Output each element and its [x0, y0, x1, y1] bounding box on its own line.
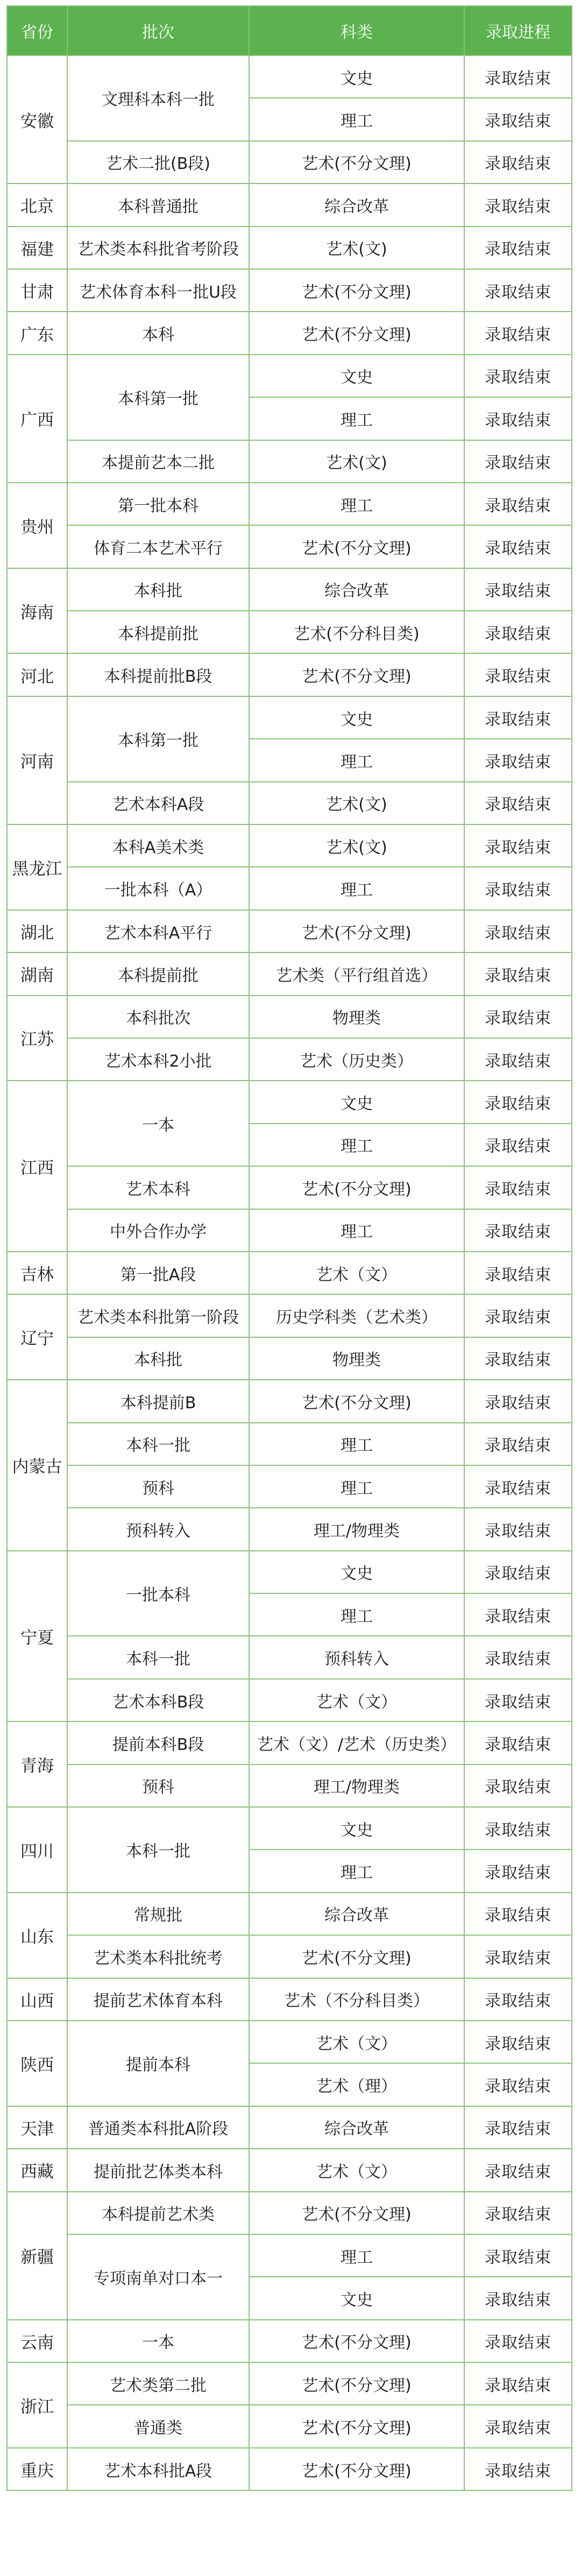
subject-cell: 艺术(不分文理): [249, 2448, 464, 2490]
batch-cell: 本科一批: [67, 1423, 249, 1465]
batch-cell: 本科A美术类: [67, 824, 249, 867]
progress-cell: 录取结束: [464, 653, 572, 696]
province-cell: 重庆: [7, 2448, 67, 2490]
progress-cell: 录取结束: [464, 696, 572, 739]
table-row: [7, 1508, 572, 1550]
subject-cell: 艺术(文): [249, 227, 464, 269]
batch-cell: 常规批: [67, 1893, 249, 1935]
progress-cell: 录取结束: [464, 2362, 572, 2405]
batch-cell: 预科: [67, 1765, 249, 1807]
province-cell: 青海: [7, 1721, 67, 1807]
table-row: [7, 440, 572, 483]
progress-cell: 录取结束: [464, 782, 572, 824]
progress-cell: 录取结束: [464, 2234, 572, 2277]
table-row: [7, 867, 572, 909]
header-batch: 批次: [67, 6, 249, 55]
subject-cell: 综合改革: [249, 184, 464, 226]
table-row: [7, 1465, 572, 1508]
batch-cell: 本科第一批: [67, 696, 249, 782]
table-row: [7, 1209, 572, 1252]
subject-cell: 艺术(不分文理): [249, 525, 464, 568]
table-row: [7, 1166, 572, 1209]
progress-cell: 录取结束: [464, 1978, 572, 2021]
progress-cell: 录取结束: [464, 1551, 572, 1593]
subject-cell: 艺术(不分文理): [249, 2320, 464, 2362]
subject-cell: 理工: [249, 1209, 464, 1252]
progress-cell: 录取结束: [464, 2448, 572, 2490]
admission-progress-page: [6, 5, 571, 2491]
table-row: [7, 2021, 572, 2063]
table-row: [7, 1807, 572, 1850]
table-row: [7, 1337, 572, 1380]
table-row: [7, 996, 572, 1038]
table-row: [7, 227, 572, 269]
batch-cell: 本科: [67, 312, 249, 354]
subject-cell: 理工: [249, 1124, 464, 1166]
progress-cell: 录取结束: [464, 910, 572, 952]
subject-cell: 理工: [249, 1465, 464, 1508]
subject-cell: 物理类: [249, 1337, 464, 1380]
province-cell: 海南: [7, 568, 67, 654]
batch-cell: 艺术类本科批统考: [67, 1935, 249, 1978]
progress-cell: 录取结束: [464, 1850, 572, 1892]
table-row: [7, 312, 572, 354]
subject-cell: 艺术(不分文理): [249, 269, 464, 312]
subject-cell: 艺术(不分文理): [249, 312, 464, 354]
progress-cell: 录取结束: [464, 2021, 572, 2063]
batch-cell: 本科第一批: [67, 355, 249, 440]
batch-cell: 本科提前批: [67, 952, 249, 995]
batch-cell: 本科提前批B段: [67, 653, 249, 696]
progress-cell: 录取结束: [464, 952, 572, 995]
subject-cell: 文史: [249, 1081, 464, 1123]
progress-cell: 录取结束: [464, 1423, 572, 1465]
table-row: [7, 1935, 572, 1978]
province-cell: 甘肃: [7, 269, 67, 312]
table-row: [7, 1423, 572, 1465]
table-row: [7, 696, 572, 739]
subject-cell: 艺术（文）: [249, 2149, 464, 2191]
progress-cell: 录取结束: [464, 1380, 572, 1422]
batch-cell: 本科提前B: [67, 1380, 249, 1422]
subject-cell: 理工: [249, 483, 464, 525]
province-cell: 山东: [7, 1893, 67, 1978]
batch-cell: 本科批次: [67, 996, 249, 1038]
progress-cell: 录取结束: [464, 611, 572, 653]
table-row: [7, 1636, 572, 1678]
progress-cell: 录取结束: [464, 739, 572, 781]
subject-cell: 艺术（历史类）: [249, 1038, 464, 1081]
table-row: [7, 141, 572, 184]
progress-cell: 录取结束: [464, 1508, 572, 1550]
progress-cell: 录取结束: [464, 55, 572, 98]
subject-cell: 预科转入: [249, 1636, 464, 1678]
table-row: [7, 1038, 572, 1081]
subject-cell: 艺术(不分文理): [249, 1935, 464, 1978]
progress-cell: 录取结束: [464, 227, 572, 269]
batch-cell: 预科转入: [67, 1508, 249, 1550]
batch-cell: 艺术类第二批: [67, 2362, 249, 2405]
progress-cell: 录取结束: [464, 184, 572, 226]
header-subject: 科类: [249, 6, 464, 55]
progress-cell: 录取结束: [464, 1893, 572, 1935]
province-cell: 北京: [7, 184, 67, 226]
subject-cell: 艺术(不分文理): [249, 2362, 464, 2405]
province-cell: 宁夏: [7, 1551, 67, 1722]
province-cell: 四川: [7, 1807, 67, 1893]
batch-cell: 本科普通批: [67, 184, 249, 226]
table-row: [7, 1721, 572, 1764]
batch-cell: 普通类本科批A阶段: [67, 2106, 249, 2149]
table-row: [7, 1380, 572, 1422]
table-row: [7, 55, 572, 98]
batch-cell: 本科提前批: [67, 611, 249, 653]
province-cell: 湖北: [7, 910, 67, 952]
subject-cell: 物理类: [249, 996, 464, 1038]
progress-cell: 录取结束: [464, 440, 572, 483]
subject-cell: 理工: [249, 1593, 464, 1636]
progress-cell: 录取结束: [464, 483, 572, 525]
progress-cell: 录取结束: [464, 2106, 572, 2149]
subject-cell: 理工: [249, 867, 464, 909]
progress-cell: 录取结束: [464, 1465, 572, 1508]
batch-cell: 专项南单对口本一: [67, 2234, 249, 2320]
province-cell: 天津: [7, 2106, 67, 2149]
table-row: [7, 1679, 572, 1721]
province-cell: 广西: [7, 355, 67, 483]
table-row: [7, 2106, 572, 2149]
table-header-row: [7, 6, 572, 55]
batch-cell: 艺术二批(B段): [67, 141, 249, 184]
progress-cell: 录取结束: [464, 1807, 572, 1850]
progress-cell: 录取结束: [464, 397, 572, 440]
province-cell: 江西: [7, 1081, 67, 1252]
province-cell: 吉林: [7, 1252, 67, 1294]
batch-cell: 艺术本科A段: [67, 782, 249, 824]
province-cell: 安徽: [7, 55, 67, 184]
table-row: [7, 952, 572, 995]
subject-cell: 艺术(文): [249, 824, 464, 867]
batch-cell: 预科: [67, 1465, 249, 1508]
batch-cell: 本科提前艺术类: [67, 2192, 249, 2234]
subject-cell: 文史: [249, 2277, 464, 2319]
progress-cell: 录取结束: [464, 269, 572, 312]
table-row: [7, 611, 572, 653]
progress-cell: 录取结束: [464, 1721, 572, 1764]
progress-cell: 录取结束: [464, 2149, 572, 2191]
progress-cell: 录取结束: [464, 2277, 572, 2319]
batch-cell: 艺术本科A平行: [67, 910, 249, 952]
progress-cell: 录取结束: [464, 1679, 572, 1721]
batch-cell: 本科一批: [67, 1636, 249, 1678]
progress-cell: 录取结束: [464, 1038, 572, 1081]
table-row: [7, 782, 572, 824]
province-cell: 河南: [7, 696, 67, 824]
subject-cell: 文史: [249, 1551, 464, 1593]
header-province: 省份: [7, 6, 67, 55]
table-row: [7, 2234, 572, 2277]
subject-cell: 综合改革: [249, 2106, 464, 2149]
batch-cell: 一批本科（A）: [67, 867, 249, 909]
progress-cell: 录取结束: [464, 525, 572, 568]
table-row: [7, 568, 572, 611]
subject-cell: 艺术(文): [249, 440, 464, 483]
table-row: [7, 2405, 572, 2447]
subject-cell: 历史学科类（艺术类）: [249, 1294, 464, 1337]
batch-cell: 一批本科: [67, 1551, 249, 1636]
progress-cell: 录取结束: [464, 355, 572, 397]
table-row: [7, 824, 572, 867]
progress-cell: 录取结束: [464, 867, 572, 909]
progress-cell: 录取结束: [464, 2063, 572, 2106]
subject-cell: 理工: [249, 98, 464, 140]
batch-cell: 艺术本科2小批: [67, 1038, 249, 1081]
table-row: [7, 184, 572, 226]
batch-cell: 艺术本科B段: [67, 1679, 249, 1721]
table-row: [7, 2362, 572, 2405]
subject-cell: 艺术（文）/艺术（历史类）: [249, 1721, 464, 1764]
progress-cell: 录取结束: [464, 568, 572, 611]
province-cell: 西藏: [7, 2149, 67, 2191]
progress-cell: 录取结束: [464, 2320, 572, 2362]
province-cell: 江苏: [7, 996, 67, 1081]
table-row: [7, 483, 572, 525]
batch-cell: 提前艺术体育本科: [67, 1978, 249, 2021]
batch-cell: 艺术体育本科一批U段: [67, 269, 249, 312]
table-row: [7, 1978, 572, 2021]
progress-cell: 录取结束: [464, 996, 572, 1038]
progress-cell: 录取结束: [464, 2405, 572, 2447]
table-row: [7, 653, 572, 696]
province-cell: 福建: [7, 227, 67, 269]
batch-cell: 一本: [67, 1081, 249, 1166]
progress-cell: 录取结束: [464, 1294, 572, 1337]
province-cell: 陕西: [7, 2021, 67, 2106]
province-cell: 新疆: [7, 2192, 67, 2320]
subject-cell: 艺术(不分文理): [249, 2192, 464, 2234]
province-cell: 云南: [7, 2320, 67, 2362]
province-cell: 湖南: [7, 952, 67, 995]
batch-cell: 第一批本科: [67, 483, 249, 525]
progress-cell: 录取结束: [464, 141, 572, 184]
province-cell: 辽宁: [7, 1294, 67, 1380]
subject-cell: 艺术（理）: [249, 2063, 464, 2106]
subject-cell: 理工/物理类: [249, 1765, 464, 1807]
province-cell: 贵州: [7, 483, 67, 568]
table-row: [7, 2149, 572, 2191]
subject-cell: 文史: [249, 696, 464, 739]
province-cell: 山西: [7, 1978, 67, 2021]
table-row: [7, 1893, 572, 1935]
batch-cell: 体育二本艺术平行: [67, 525, 249, 568]
subject-cell: 艺术类（平行组首选）: [249, 952, 464, 995]
batch-cell: 中外合作办学: [67, 1209, 249, 1252]
subject-cell: 艺术(文): [249, 782, 464, 824]
subject-cell: 文史: [249, 1807, 464, 1850]
table-row: [7, 2192, 572, 2234]
table-row: [7, 1081, 572, 1123]
progress-cell: 录取结束: [464, 1166, 572, 1209]
batch-cell: 艺术本科: [67, 1166, 249, 1209]
subject-cell: 理工: [249, 1850, 464, 1892]
progress-cell: 录取结束: [464, 98, 572, 140]
batch-cell: 本科批: [67, 568, 249, 611]
subject-cell: 艺术（文）: [249, 2021, 464, 2063]
table-row: [7, 1294, 572, 1337]
batch-cell: 提前本科: [67, 2021, 249, 2106]
subject-cell: 艺术(不分科目类): [249, 611, 464, 653]
subject-cell: 理工/物理类: [249, 1508, 464, 1550]
progress-cell: 录取结束: [464, 1593, 572, 1636]
subject-cell: 文史: [249, 55, 464, 98]
batch-cell: 艺术类本科批省考阶段: [67, 227, 249, 269]
table-row: [7, 1252, 572, 1294]
table-row: [7, 355, 572, 397]
admission-table: [6, 5, 572, 2491]
progress-cell: 录取结束: [464, 1081, 572, 1123]
progress-cell: 录取结束: [464, 1337, 572, 1380]
subject-cell: 理工: [249, 397, 464, 440]
subject-cell: 综合改革: [249, 1893, 464, 1935]
batch-cell: 文理科本科一批: [67, 55, 249, 141]
subject-cell: 文史: [249, 355, 464, 397]
batch-cell: 普通类: [67, 2405, 249, 2447]
table-row: [7, 1551, 572, 1593]
subject-cell: 艺术（不分科目类）: [249, 1978, 464, 2021]
subject-cell: 艺术（文）: [249, 1252, 464, 1294]
batch-cell: 本科一批: [67, 1807, 249, 1893]
batch-cell: 提前本科B段: [67, 1721, 249, 1764]
province-cell: 广东: [7, 312, 67, 354]
subject-cell: 艺术(不分文理): [249, 2405, 464, 2447]
province-cell: 黑龙江: [7, 824, 67, 910]
batch-cell: 艺术类本科批第一阶段: [67, 1294, 249, 1337]
progress-cell: 录取结束: [464, 1124, 572, 1166]
progress-cell: 录取结束: [464, 1209, 572, 1252]
province-cell: 内蒙古: [7, 1380, 67, 1551]
batch-cell: 第一批A段: [67, 1252, 249, 1294]
subject-cell: 综合改革: [249, 568, 464, 611]
subject-cell: 理工: [249, 1423, 464, 1465]
batch-cell: 本提前艺本二批: [67, 440, 249, 483]
table-row: [7, 2320, 572, 2362]
progress-cell: 录取结束: [464, 1935, 572, 1978]
subject-cell: 理工: [249, 2234, 464, 2277]
batch-cell: 提前批艺体类本科: [67, 2149, 249, 2191]
table-row: [7, 525, 572, 568]
progress-cell: 录取结束: [464, 2192, 572, 2234]
province-cell: 河北: [7, 653, 67, 696]
progress-cell: 录取结束: [464, 1765, 572, 1807]
subject-cell: 艺术(不分文理): [249, 1380, 464, 1422]
header-progress: 录取进程: [464, 6, 572, 55]
batch-cell: 本科批: [67, 1337, 249, 1380]
progress-cell: 录取结束: [464, 1636, 572, 1678]
subject-cell: 艺术(不分文理): [249, 653, 464, 696]
province-cell: 浙江: [7, 2362, 67, 2448]
progress-cell: 录取结束: [464, 312, 572, 354]
progress-cell: 录取结束: [464, 824, 572, 867]
subject-cell: 艺术(不分文理): [249, 910, 464, 952]
batch-cell: 艺术本科批A段: [67, 2448, 249, 2490]
table-row: [7, 910, 572, 952]
table-row: [7, 2448, 572, 2490]
progress-cell: 录取结束: [464, 1252, 572, 1294]
batch-cell: 一本: [67, 2320, 249, 2362]
subject-cell: 艺术(不分文理): [249, 141, 464, 184]
table-row: [7, 269, 572, 312]
subject-cell: 艺术（文）: [249, 1679, 464, 1721]
table-row: [7, 1765, 572, 1807]
subject-cell: 理工: [249, 739, 464, 781]
subject-cell: 艺术(不分文理): [249, 1166, 464, 1209]
